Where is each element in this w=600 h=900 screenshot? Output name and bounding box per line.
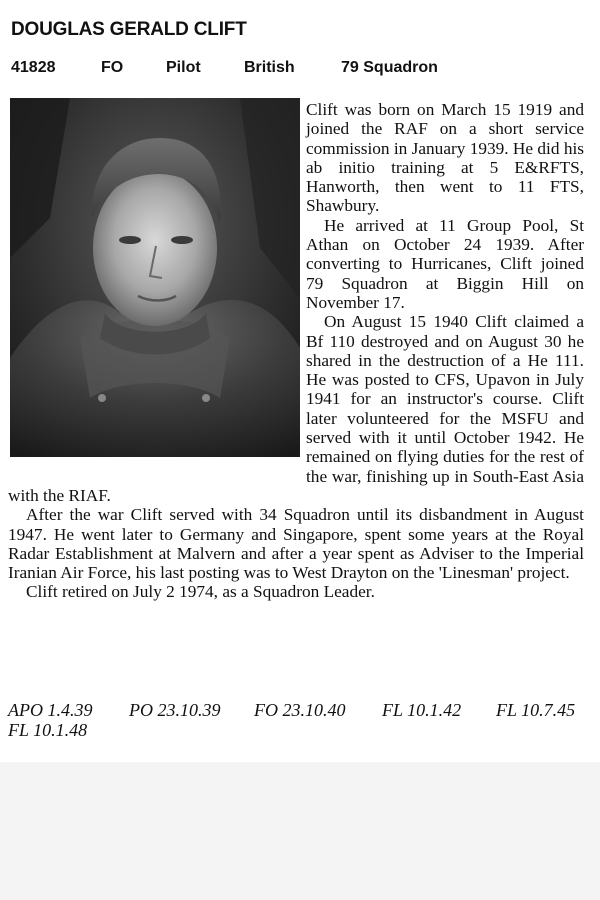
promotion-date: FO 23.10.40 <box>254 700 346 720</box>
service-number: 41828 <box>11 59 56 76</box>
promotion-date: PO 23.10.39 <box>129 700 221 720</box>
squadron: 79 Squadron <box>341 59 438 76</box>
blank-margin <box>0 762 600 900</box>
bio-paragraph-retirement: Clift retired on July 2 1974, as a Squadron Leader. <box>26 582 375 602</box>
bio-paragraph-birth: Clift was born on March 15 1919 and joined the RAF on a short service commission in January 1939. He did his ab initio training at 5 E&RFTS, Hanworth, then went to 11 FTS, Shawbury. <box>306 100 584 216</box>
nationality: British <box>244 59 295 76</box>
bio-paragraph-training: He arrived at 11 Group Pool, St Athan on October 24 1939. After converting to Hurricanes, Clift joined 79 Squadron at Biggin Hill on November 17. <box>306 215 584 312</box>
pilot-name-heading: DOUGLAS GERALD CLIFT <box>11 19 247 40</box>
pilot-portrait-photo <box>10 98 300 457</box>
bio-paragraph-postwar: After the war Clift served with 34 Squadron until its disbandment in August 1947. He went later to Germany and Singapore, spent some years at the Royal Radar Establishment at Malvern and after a year spent as Adviser to the Imperial Iranian Air Force, his last posting was to West Drayton on the 'Linesman' project. <box>8 505 584 583</box>
bio-paragraph-combat: On August 15 1940 Clift claimed a Bf 110 destroyed and on August 30 he shared in the destruction of a He 111. He was posted to CFS, Upavon in July 1941 for an instructor's course. Clift later volunteered for the MSFU and served with it until October 1942. He remained on flying duties for the rest of the war, finishing up in South-East Asia with the RIAF. <box>8 312 584 505</box>
promotion-date: FL 10.7.45 <box>496 700 576 720</box>
promotion-date: APO 1.4.39 <box>8 700 93 720</box>
role: Pilot <box>166 59 201 76</box>
rank: FO <box>101 59 124 76</box>
promotion-date: FL 10.1.42 <box>382 700 462 720</box>
promotion-date: FL 10.1.48 <box>8 720 88 740</box>
